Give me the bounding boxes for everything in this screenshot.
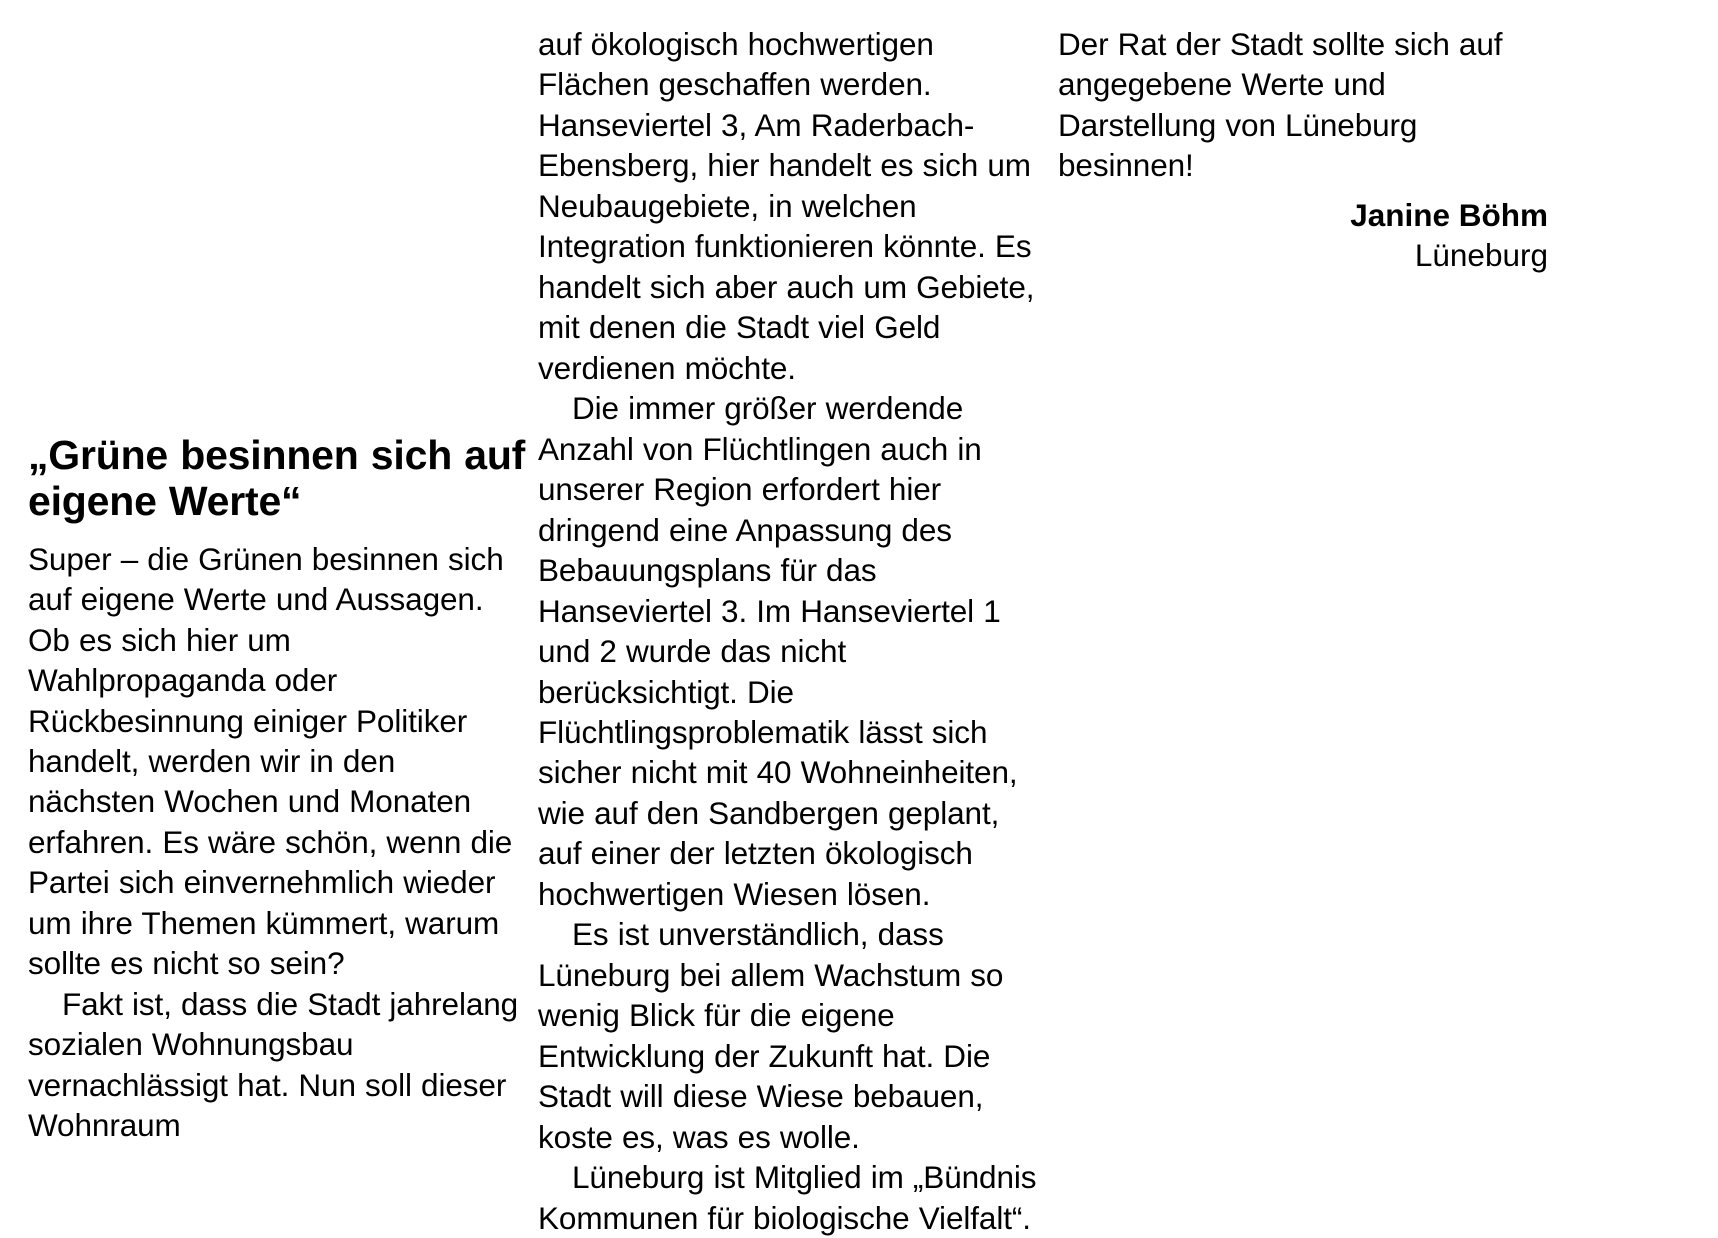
page-title: „Grüne besinnen sich auf eigene Werte“ (28, 432, 526, 525)
paragraph: Lüneburg ist Mitglied im „Bündnis Kommunen für biologische Vielfalt“. (538, 1159, 1037, 1236)
paragraph: Die immer größer werdende Anzahl von Flüchtlingen auch in unserer Region erfordert hier dringend eine Anpassung des Bebauungsplans für das Hanseviertel 3. Im Hanseviertel 1 und 2 wurde das nicht berücksichtigt. Die Flüchtlingsproblematik lässt sich sicher nicht mit 40 Wohneinheiten, wie auf den Sandbergen geplant, auf einer der letzten ökologisch hochwertigen Wiesen lösen. (538, 390, 1018, 912)
column-1-body (28, 539, 528, 1146)
column-1-block (28, 432, 528, 1146)
author-signature (1058, 196, 1548, 275)
paragraph: Es ist unverständlich, dass Lüneburg bei allem Wachstum so wenig Blick für die eigene Entwicklung der Zukunft hat. Die Stadt will diese Wiese bebauen, koste es, was es wolle. (538, 916, 1004, 1155)
paragraph: Super – die Grünen besinnen sich auf eigene Werte und Aussagen. Ob es sich hier um Wahlpropaganda oder Rückbesinnung einiger Politiker handelt, werden wir in den nächsten Wochen und Monaten erfahren. Es wäre schön, wenn die Partei sich einvernehmlich wieder um ihre Themen kümmert, warum sollte es nicht so sein? (28, 540, 513, 982)
paragraph: Der Rat der Stadt sollte sich auf angegebene Werte und Darstellung von Lüneburg besinnen! (1058, 26, 1503, 184)
column-3-body (1058, 24, 1548, 186)
paragraph: Fakt ist, dass die Stadt jahrelang sozialen Wohnungsbau vernachlässigt hat. Nun soll dieser Wohnraum (28, 985, 519, 1144)
author-name: Janine Böhm (1350, 196, 1548, 233)
paragraph: auf ökologisch hochwertigen Flächen geschaffen werden. Hanseviertel 3, Am Raderbach-Ebensberg, hier handelt es sich um Neubaugebiete, in welchen Integration funktionieren könnte. Es handelt sich aber auch um Gebiete, mit denen die Stadt viel Geld verdienen möchte. (538, 26, 1035, 386)
column-2-body (538, 24, 1038, 1238)
column-3-block (1058, 24, 1548, 275)
column-2-block (538, 24, 1038, 1238)
author-city: Lüneburg (1414, 236, 1548, 273)
